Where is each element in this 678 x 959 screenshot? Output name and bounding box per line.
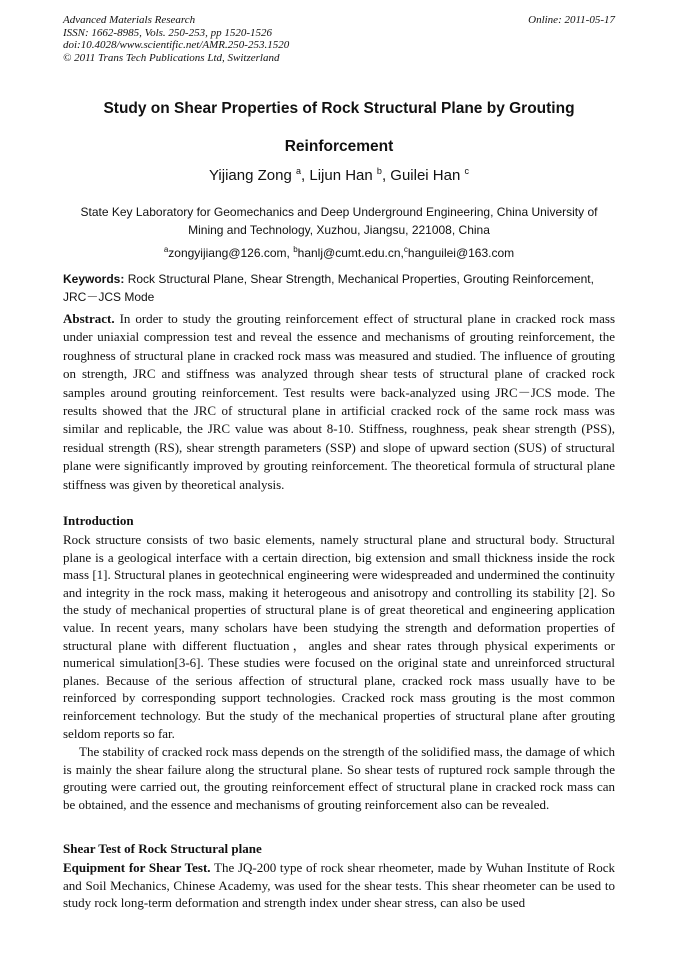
shear-test-heading: Shear Test of Rock Structural plane xyxy=(63,841,262,856)
author-emails xyxy=(0,245,678,260)
keywords xyxy=(63,270,615,306)
author-name: Yijiang Zong xyxy=(208,167,292,184)
equipment-label: Equipment for Shear Test. xyxy=(63,860,211,875)
equipment-text: The JQ-200 type of rock shear rheometer, made by Wuhan Institute of Rock and Soil Mechanics, Chinese Academy, was used for the shear tests. This shear rheometer can be used to study rock long-term deformation and strength index under shear stress, can also be used xyxy=(63,860,615,911)
journal-header xyxy=(63,14,615,64)
copyright-line: © 2011 Trans Tech Publications Ltd, Switzerland xyxy=(63,51,280,64)
email-sup: c xyxy=(403,245,408,254)
introduction-paragraph-2: The stability of cracked rock mass depends on the strength of the solidified mass, the damage of which is mainly the shear failure along the structural plane. So shear tests of ruptured rock sample through the grouting were carried out, the grouting reinforcement effect of structural plane in cracked rock mass can be obtained, and the essence and mechanisms of grouting reinforcement also can be revealed. xyxy=(63,744,615,812)
paper-title xyxy=(60,90,618,166)
email-link[interactable]: zongyijiang@126.com, xyxy=(168,246,294,260)
author-sup: b xyxy=(376,166,382,176)
keywords-label: Keywords: xyxy=(63,272,125,286)
email-link[interactable]: hanguilei@163.com xyxy=(407,246,515,260)
author-sup: c xyxy=(464,166,469,176)
email-sup: b xyxy=(293,245,298,254)
email-sup: a xyxy=(163,245,169,254)
keywords-text: Rock Structural Plane, Shear Strength, Mechanical Properties, Grouting Reinforcement, JRC－JCS Mode xyxy=(63,272,594,304)
introduction-paragraph-1: Rock structure consists of two basic elements, namely structural plane and structural body. Structural plane is a geological interface with a certain direction, big extension and small thickness inside the rock mass [1]. Structural planes in geotechnical engineering were widespreaded and undermined the continuity and integrity in the rock mass, making it heterogeous and anisotropy and controlling its stability [2]. So the study of mechanical properties of structural plane is of great theoretical and engineering application value. In recent years, many scholars have been studying the strength and deformation properties of structural plane with different fluctuation，angles and shear rates through physical experiments or numerical simulation[3-6]. These studies were focused on the original state and unreinforced structural planes. Because of the serious affection of structural plane, cracked rock mass usually have to be reinforced by corresponding support technologies. Cracked rock mass grouting is the most common reinforcement technology. But the study of the mechanical properties of structural plane after grouting seldom reports so far. xyxy=(63,532,615,741)
equipment-paragraph xyxy=(63,859,615,912)
issn-line: ISSN: 1662-8985, Vols. 250-253, pp 1520-1526 xyxy=(63,26,272,39)
author-name: Guilei Han xyxy=(390,167,461,184)
doi-line: doi:10.4028/www.scientific.net/AMR.250-253.1520 xyxy=(63,39,290,51)
title-line-1: Study on Shear Properties of Rock Structural Plane by Grouting xyxy=(103,100,575,117)
title-line-2: Reinforcement xyxy=(284,138,394,155)
abstract-label: Abstract. xyxy=(63,311,115,326)
author-list: Yijiang Zong $^a$, Lijun Han $^b$, Guilei Han $^c$ xyxy=(208,166,469,184)
journal-name: Advanced Materials Research xyxy=(63,14,196,26)
introduction-heading: Introduction xyxy=(63,513,134,528)
online-date: Online: 2011-05-17 xyxy=(528,14,615,26)
author-name: Lijun Han xyxy=(309,167,373,184)
abstract xyxy=(63,310,615,494)
abstract-text: In order to study the grouting reinforcement effect of structural plane in cracked rock mass under uniaxial compression test and reveal the essence and mechanisms of grouting reinforcement, the roughness of structural plane in cracked rock mass was measured and studied. The influence of grouting on strength, JRC and stiffness was analyzed through shear tests of structural plane of cracked rock samples around grouting reinforcement. Test results were back-analyzed using JRC－JCS mode. The results showed that the JRC of structural plane in artificial cracked rock of the same rock mass was similar and replicable, the JRC value was about 8-10. Stiffness, roughness, peak shear strength (PSS), residual strength (RS), shear strength parameters (SSP) and slope of upward section (SUS) of structural plane were significantly improved by grouting reinforcement. The theoretical formula of structural plane stiffness was given by theoretical analysis. xyxy=(63,311,616,492)
author-sup: a xyxy=(296,166,302,176)
email-link[interactable]: hanlj@cumt.edu.cn, xyxy=(297,246,404,260)
affiliation: State Key Laboratory for Geomechanics and Deep Underground Engineering, China University of Mining and Technology, Xuzhou, Jiangsu, 221008, China xyxy=(80,205,598,237)
